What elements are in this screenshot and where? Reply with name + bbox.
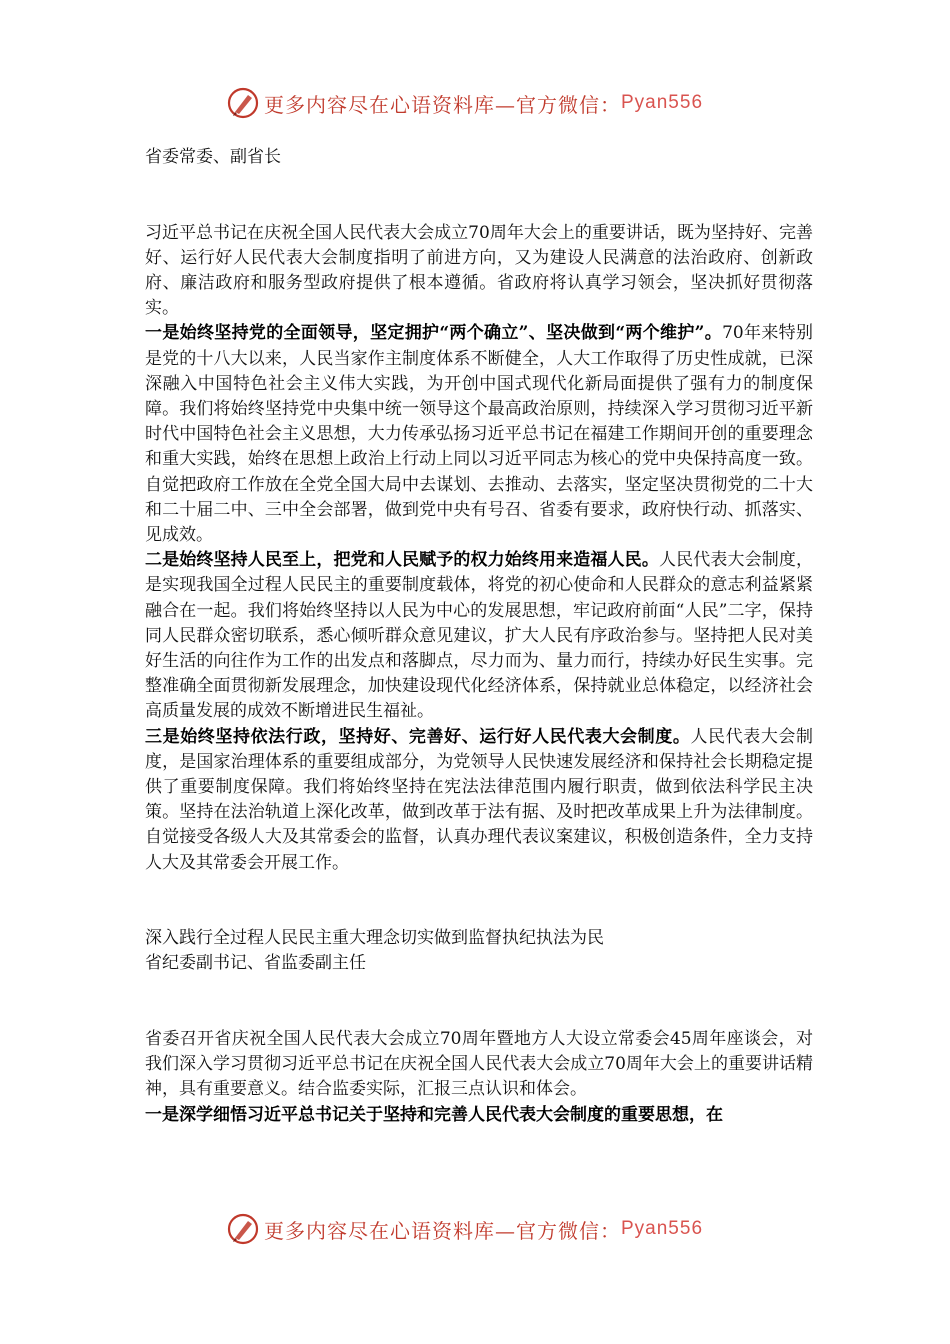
footer-banner[interactable] — [226, 1210, 726, 1248]
point-paragraph-3 — [145, 725, 813, 876]
point-heading-4: 一是深学细悟习近平总书记关于坚持和完善人民代表大会制度的重要思想，在 — [145, 1104, 723, 1125]
point-heading-3: 三是始终坚持依法行政，坚持好、完善好、运行好人民代表大会制度。 — [145, 726, 691, 747]
point-heading-1: 一是始终坚持党的全面领导，坚定拥护“两个确立”、坚决做到“两个维护”。 — [145, 323, 723, 344]
spacer — [145, 876, 813, 926]
point-paragraph-4 — [145, 1103, 813, 1128]
intro-paragraph-2: 省委召开省庆祝全国人民代表大会成立70周年暨地方人大设立常委会45周年座谈会，对我们深入学习贯彻习近平总书记在庆祝全国人民代表大会成立70周年大会上的重要讲话精神，具有重要意义。结合监委实际，汇报三点认识和体会。 — [145, 1029, 813, 1100]
point-paragraph-1 — [145, 321, 813, 548]
pen-nib-icon — [226, 1212, 260, 1246]
header-banner[interactable] — [226, 84, 726, 122]
pen-nib-icon — [226, 86, 260, 120]
section-title: 深入践行全过程人民民主重大理念切实做到监督执纪执法为民 — [145, 928, 604, 949]
banner-text: 更多内容尽在心语资料库—官方微信： — [264, 1218, 621, 1243]
author-title-2: 省纪委副书记、省监委副主任 — [145, 953, 366, 974]
point-paragraph-2 — [145, 548, 813, 724]
document-body — [145, 145, 813, 1128]
banner-wechat-id: Pyan556 — [621, 1218, 704, 1239]
banner-wechat-id: Pyan556 — [621, 92, 704, 113]
point-body-3: 人民代表大会制度，是国家治理体系的重要组成部分，为党领导人民快速发展经济和保持社会长期稳定提供了重要制度保障。我们将始终坚持在宪法法律范围内履行职责，做到依法科学民主决策。坚持在法治轨道上深化改革，做到改革于法有据、及时把改革成果上升为法律制度。自觉接受各级人大及其常委会的监督，认真办理代表议案建议，积极创造条件，全力支持人大及其常委会开展工作。 — [145, 726, 814, 873]
author-title: 省委常委、副省长 — [145, 147, 281, 167]
spacer — [145, 170, 813, 220]
banner-text: 更多内容尽在心语资料库—官方微信： — [264, 92, 621, 117]
point-body-1: 70年来特别是党的十八大以来，人民当家作主制度体系不断健全，人大工作取得了历史性成就，已深深融入中国特色社会主义伟大实践，为开创中国式现代化新局面提供了强有力的制度保障。我们将始终坚持党中央集中统一领导这个最高政治原则，持续深入学习贯彻习近平新时代中国特色社会主义思想，大力传承弘扬习近平总书记在福建工作期间开创的重要理念和重大实践，始终在思想上政治上行动上同以习近平同志为核心的党中央保持高度一致。自觉把政府工作放在全党全国大局中去谋划、去推动、去落实，坚定坚决贯彻党的二十大和二十届二中、三中全会部署，做到党中央有号召、省委有要求，政府快行动、抓落实、见成效。 — [145, 323, 813, 546]
point-body-2: 人民代表大会制度，是实现我国全过程人民民主的重要制度载体，将党的初心使命和人民群众的意志利益紧紧融合在一起。我们将始终坚持以人民为中心的发展思想，牢记政府前面“人民”二字，保持同人民群众密切联系，悉心倾听群众意见建议，扩大人民有序政治参与。坚持把人民对美好生活的向往作为工作的出发点和落脚点，尽力而为、量力而行，持续办好民生实事。完整准确全面贯彻新发展理念，加快建设现代化经济体系，保持就业总体稳定，以经济社会高质量发展的成效不断增进民生福祉。 — [145, 550, 814, 722]
intro-paragraph: 习近平总书记在庆祝全国人民代表大会成立70周年大会上的重要讲话，既为坚持好、完善好、运行好人民代表大会制度指明了前进方向，又为建设人民满意的法治政府、创新政府、廉洁政府和服务型政府提供了根本遵循。省政府将认真学习领会，坚决抓好贯彻落实。 — [145, 222, 813, 319]
spacer — [145, 977, 813, 1027]
point-heading-2: 二是始终坚持人民至上，把党和人民赋予的权力始终用来造福人民。 — [145, 550, 659, 571]
